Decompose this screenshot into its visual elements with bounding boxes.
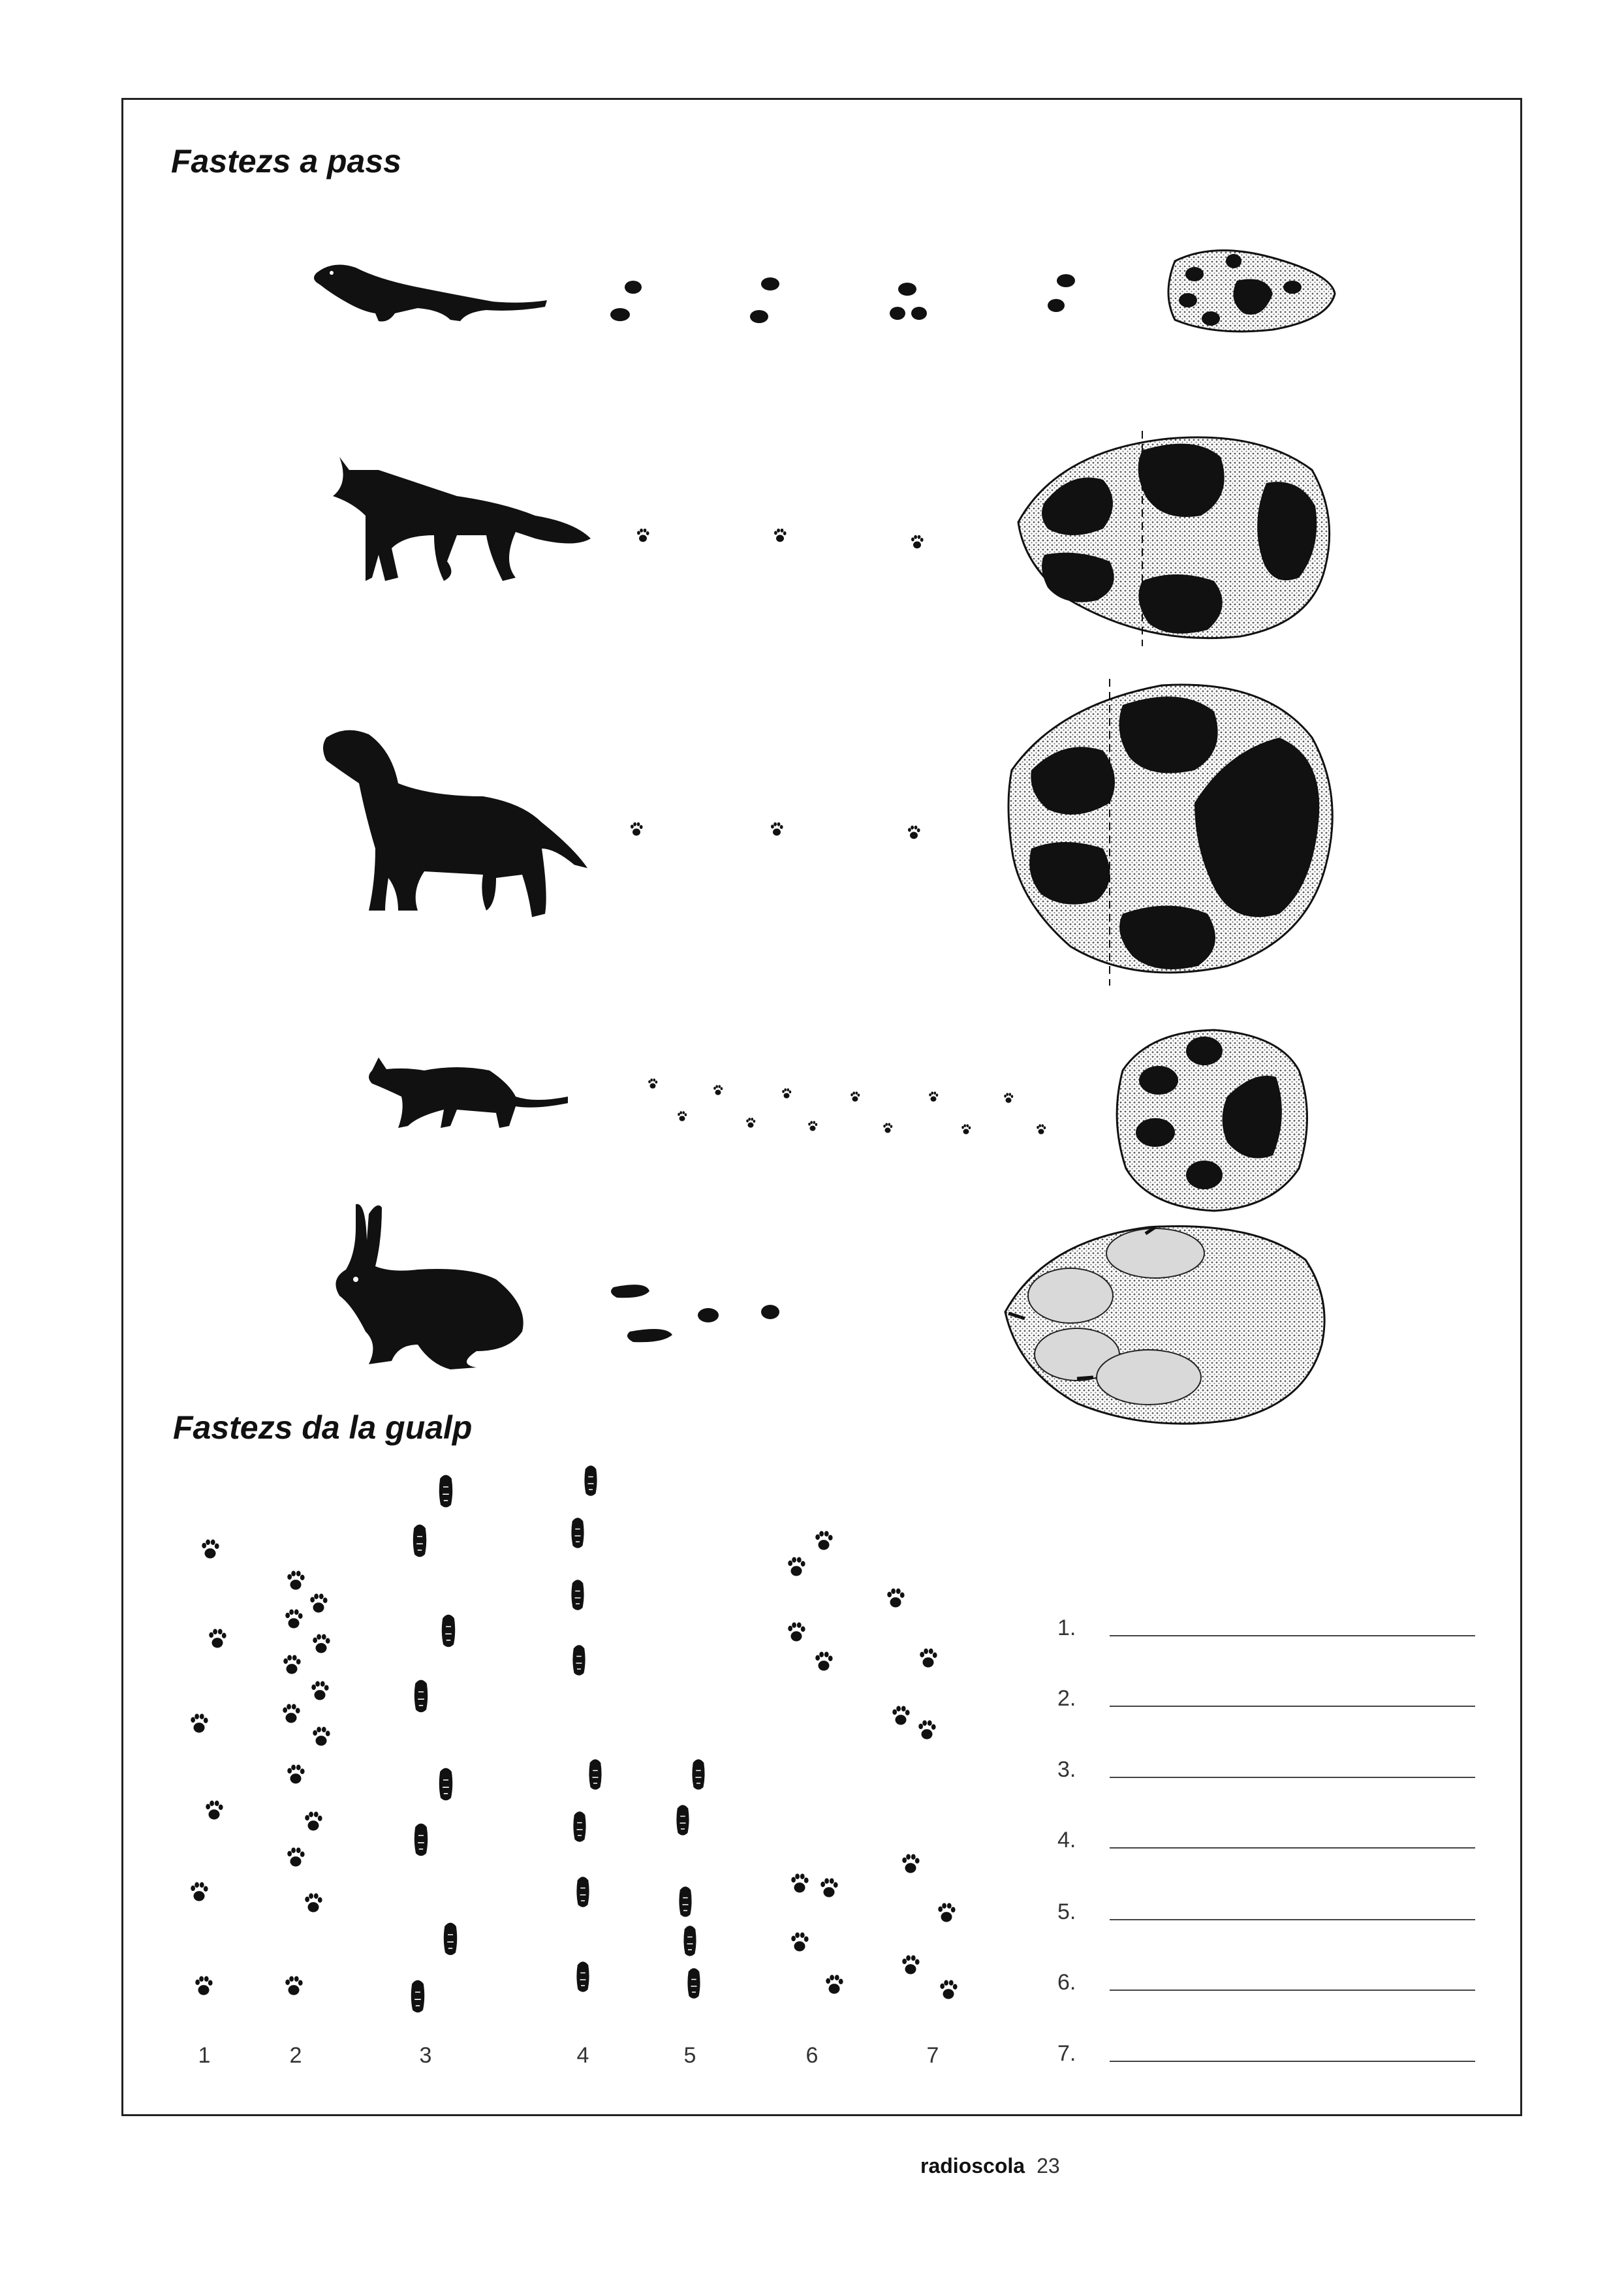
column-label-1: 1 [198, 2043, 211, 2068]
dog-footprint-detail [1008, 679, 1332, 986]
column-label-2: 2 [289, 2043, 302, 2068]
page-footer [920, 2154, 1060, 2178]
answer-line-1[interactable] [1057, 1616, 1475, 1648]
column-label-3: 3 [419, 2043, 432, 2068]
answer-number: 3. [1057, 1757, 1076, 1782]
dog-figure [323, 730, 587, 917]
dog-trail [631, 822, 920, 839]
answer-line-2[interactable] [1057, 1686, 1475, 1719]
page-number: 23 [1037, 2154, 1060, 2178]
answer-line-7[interactable] [1057, 2041, 1475, 2074]
column-label-7: 7 [926, 2043, 939, 2068]
answer-number: 7. [1057, 2041, 1076, 2066]
track-column-1 [191, 1540, 226, 1995]
answer-number: 4. [1057, 1828, 1076, 1852]
column-label-6: 6 [805, 2043, 819, 2068]
column-label-4: 4 [576, 2043, 589, 2068]
section-title-walk: Fastezs a pass [171, 143, 401, 180]
answer-number: 2. [1057, 1686, 1076, 1711]
answer-line-6[interactable] [1057, 1970, 1475, 2003]
answer-number: 6. [1057, 1970, 1076, 1995]
weasel-figure [314, 265, 547, 322]
cat-figure [369, 1057, 568, 1128]
track-column-7 [887, 1589, 957, 1999]
track-column-5 [676, 1759, 704, 1999]
track-column-6 [788, 1531, 843, 1994]
cat-footprint-detail [1117, 1030, 1307, 1211]
fox-footprint-detail [1018, 431, 1330, 646]
answer-line-5[interactable] [1057, 1899, 1475, 1932]
hare-trail [611, 1285, 779, 1342]
track-column-4 [571, 1465, 601, 1992]
answer-number: 1. [1057, 1616, 1076, 1640]
weasel-footprint-detail [1168, 251, 1335, 332]
column-label-5: 5 [683, 2043, 696, 2068]
footer-brand: radioscola [920, 2154, 1025, 2178]
section-title-tracks: Fastezs da la gualp [173, 1409, 473, 1446]
track-column-2 [283, 1571, 330, 1995]
answer-line-3[interactable] [1057, 1757, 1475, 1790]
hare-figure [336, 1204, 523, 1369]
track-column-3 [411, 1475, 457, 2013]
cat-trail [648, 1078, 1046, 1134]
answer-line-4[interactable] [1057, 1828, 1475, 1860]
answer-number: 5. [1057, 1899, 1076, 1924]
weasel-trail [610, 274, 1075, 323]
fox-figure [333, 457, 591, 581]
fox-trail [637, 529, 924, 548]
hare-footprint-detail [1005, 1226, 1324, 1424]
